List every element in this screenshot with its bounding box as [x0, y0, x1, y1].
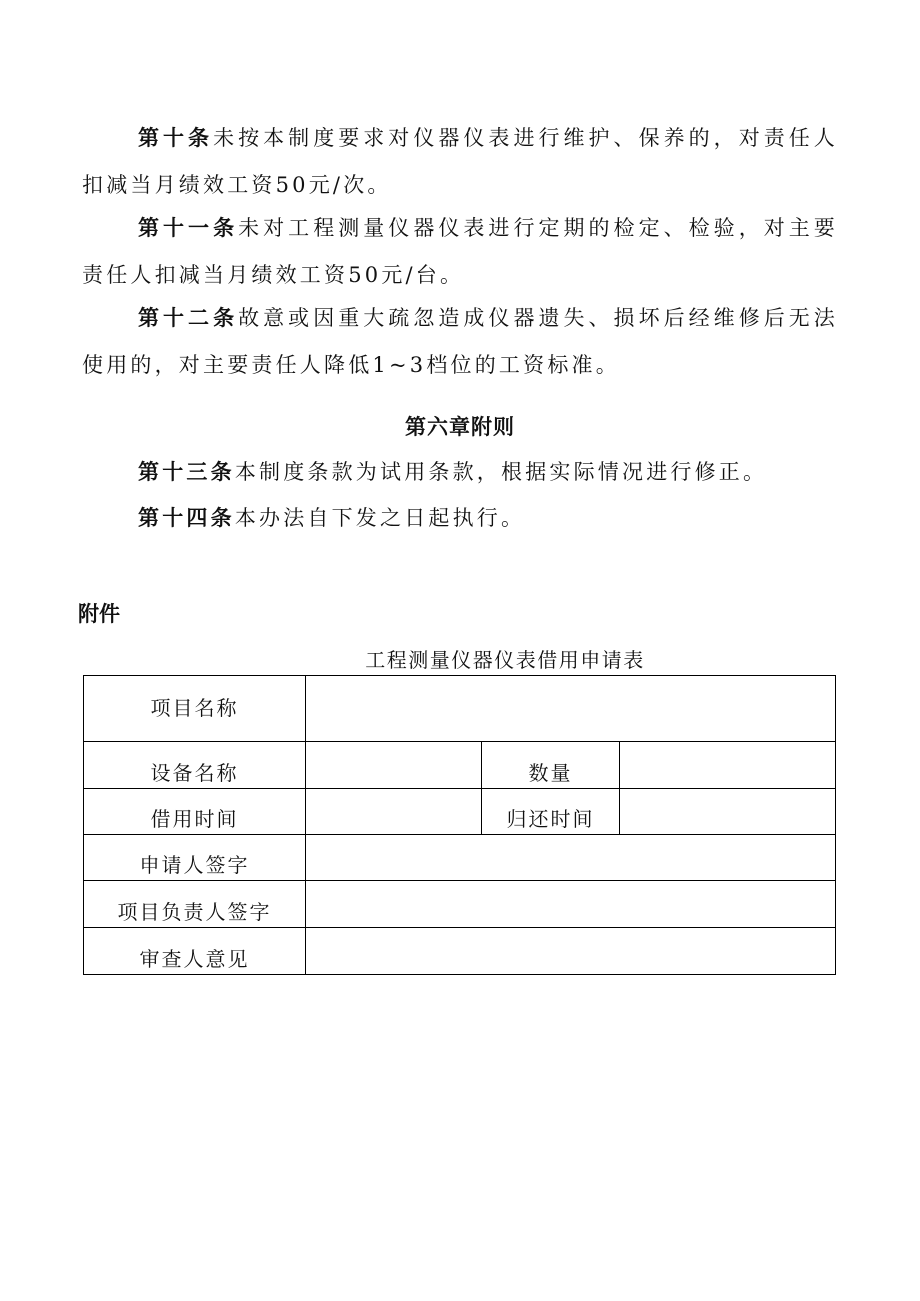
article-12: [82, 294, 838, 389]
article-11-text: 未对工程测量仪器仪表进行定期的检定、检验，对主要责任人扣减当月绩效工资50元/台。: [82, 216, 838, 287]
reviewer-opinion-field[interactable]: [306, 928, 836, 975]
borrow-time-field[interactable]: [306, 789, 482, 835]
attachment-label: 附件: [78, 601, 120, 626]
article-12-text: 故意或因重大疏忽造成仪器遗失、损坏后经维修后无法使用的，对主要责任人降低1~3档位的工资标准。: [82, 306, 838, 377]
chapter-title: 第六章附则: [405, 414, 515, 439]
return-time-field[interactable]: [620, 789, 836, 835]
article-10-text: 未按本制度要求对仪器仪表进行维护、保养的，对责任人扣减当月绩效工资50元/次。: [82, 126, 838, 197]
project-name-label: 项目名称: [84, 676, 306, 742]
article-12-number: 第十二条: [138, 305, 239, 330]
article-13-number: 第十三条: [138, 459, 235, 484]
article-13: [82, 448, 838, 496]
manager-signature-field[interactable]: [306, 881, 836, 928]
article-10-number: 第十条: [138, 125, 214, 150]
article-11-number: 第十一条: [138, 215, 239, 240]
article-14-text: 本办法自下发之日起执行。: [234, 506, 526, 530]
form-row-applicant: [84, 835, 836, 881]
article-14: [82, 494, 838, 542]
form-row-reviewer: [84, 928, 836, 975]
equipment-name-label: 设备名称: [84, 742, 306, 789]
form-row-equipment: [84, 742, 836, 789]
project-name-field[interactable]: [306, 676, 836, 742]
quantity-field[interactable]: [620, 742, 836, 789]
borrow-application-form: [83, 675, 836, 975]
applicant-signature-label: 申请人签字: [84, 835, 306, 881]
form-title: 工程测量仪器仪表借用申请表: [365, 648, 645, 672]
borrow-time-label: 借用时间: [84, 789, 306, 835]
applicant-signature-field[interactable]: [306, 835, 836, 881]
article-10: [82, 114, 838, 209]
article-14-number: 第十四条: [138, 505, 235, 530]
manager-signature-label: 项目负责人签字: [84, 881, 306, 928]
form-row-project: [84, 676, 836, 742]
return-time-label: 归还时间: [482, 789, 620, 835]
form-row-time: [84, 789, 836, 835]
equipment-name-field[interactable]: [306, 742, 482, 789]
article-11: [82, 204, 838, 299]
quantity-label: 数量: [482, 742, 620, 789]
reviewer-opinion-label: 审查人意见: [84, 928, 306, 975]
form-row-manager: [84, 881, 836, 928]
article-13-text: 本制度条款为试用条款，根据实际情况进行修正。: [234, 460, 768, 484]
